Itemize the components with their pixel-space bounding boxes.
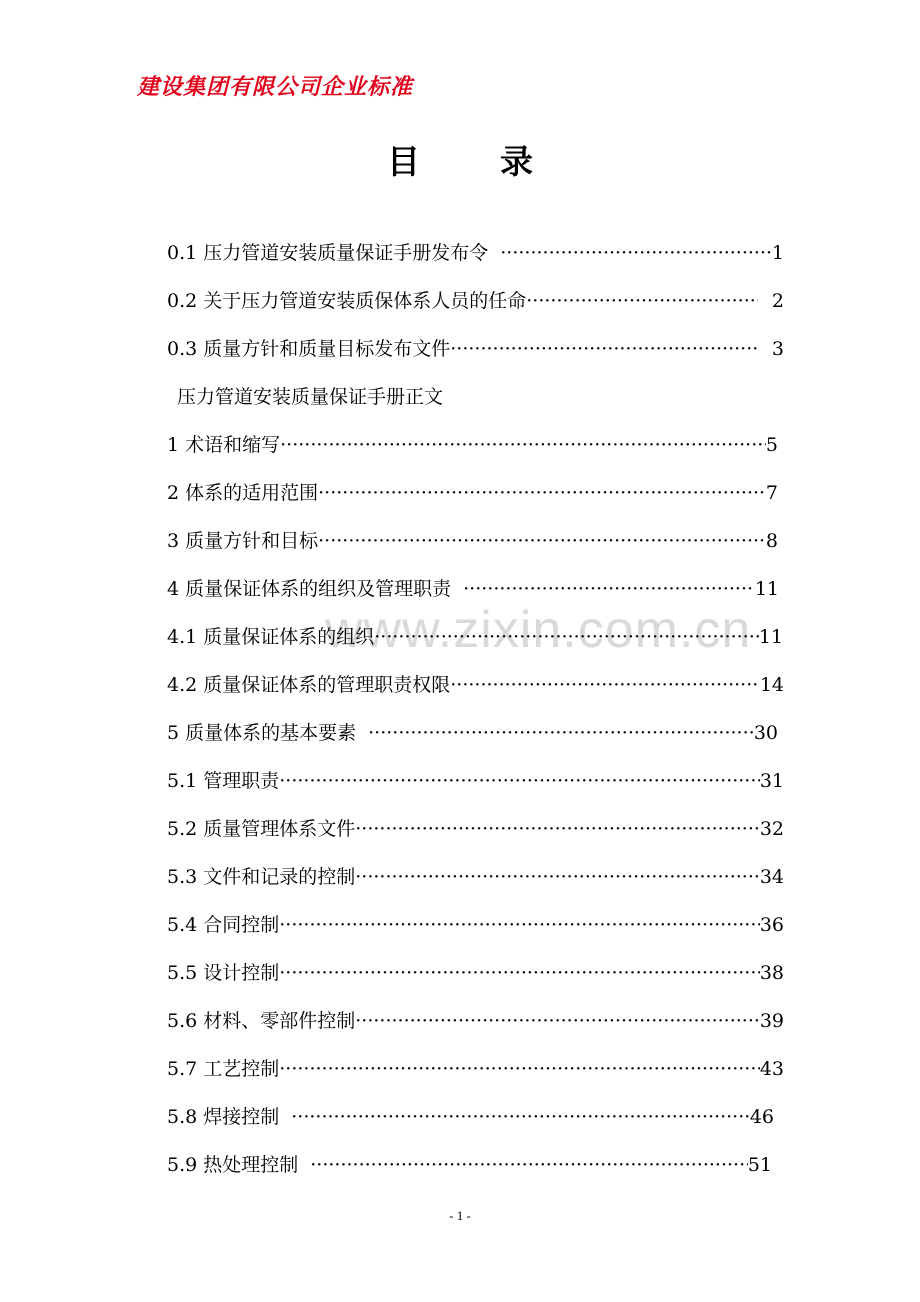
company-standard-header: 建设集团有限公司企业标准 [137,75,414,100]
toc-entry-5-9[interactable] [167,1150,772,1180]
toc-leader [279,1054,760,1084]
toc-label: 5.5 设计控制 [167,962,280,984]
toc-page: 7 [765,482,778,504]
toc-page: 38 [759,962,784,984]
toc-label: 4.2 质量保证体系的管理职责权限 [167,674,451,696]
toc-entry-5-2[interactable] [167,814,784,844]
toc-leader [279,766,760,796]
toc-leader [463,574,755,604]
toc-entry-5-8[interactable] [167,1102,774,1132]
toc-leader [280,430,766,460]
toc-page: 5 [765,434,778,456]
toc-entry-0-2[interactable] [167,286,784,316]
toc-leader [291,1102,750,1132]
toc-entry-5-6[interactable] [167,1006,784,1036]
toc-page: 39 [759,1010,784,1032]
toc-entry-5-7[interactable] [167,1054,784,1084]
toc-page: 2 [771,290,784,312]
toc-entry-4-1[interactable] [167,622,783,652]
toc-label: 1 术语和缩写 [167,434,281,456]
toc-entry-5-1[interactable] [167,766,784,796]
toc-label: 5.7 工艺控制 [167,1058,280,1080]
toc-label: 2 体系的适用范围 [167,482,319,504]
toc-leader [374,622,759,652]
toc-page: 43 [759,1058,784,1080]
toc-leader [368,718,754,748]
toc-leader [526,286,758,316]
toc-leader [355,814,760,844]
toc-page: 1 [771,242,784,264]
watermark: www.zixin.com.cn [325,601,752,659]
toc-leader [355,1006,760,1036]
toc-leader [318,526,766,556]
toc-page: 31 [759,770,784,792]
toc-page: 34 [759,866,784,888]
section-heading: 压力管道安装质量保证手册正文 [177,386,444,408]
toc-label: 5.8 焊接控制 [167,1106,280,1128]
toc-entry-3[interactable] [167,526,778,556]
toc-page: 3 [771,338,784,360]
toc-entry-5[interactable] [167,718,778,748]
toc-leader [355,862,760,892]
toc-entry-4-2[interactable] [167,670,784,700]
toc-label: 5.4 合同控制 [167,914,280,936]
toc-label: 4.1 质量保证体系的组织 [167,626,375,648]
toc-page: 11 [758,626,783,648]
toc-page: 51 [747,1154,772,1176]
toc-entry-0-1[interactable] [167,238,784,268]
toc-page: 46 [749,1106,774,1128]
toc-label: 5.1 管理职责 [167,770,280,792]
toc-entry-2[interactable] [167,478,778,508]
toc-label: 5.9 热处理控制 [167,1154,299,1176]
toc-label: 3 质量方针和目标 [167,530,319,552]
toc-page: 14 [759,674,784,696]
page-title [0,136,920,183]
toc-entry-1[interactable] [167,430,778,460]
toc-label: 5 质量体系的基本要素 [167,722,357,744]
toc-page: 32 [759,818,784,840]
toc-page: 8 [765,530,778,552]
toc-page: 36 [759,914,784,936]
toc-leader [450,670,760,700]
toc-entry-5-3[interactable] [167,862,784,892]
toc-entry-5-4[interactable] [167,910,784,940]
toc-label: 5.2 质量管理体系文件 [167,818,356,840]
toc-page: 30 [753,722,778,744]
title-char-2: 录 [500,142,533,181]
toc-leader [318,478,766,508]
toc-page: 11 [754,578,779,600]
toc-leader [450,334,758,364]
toc-leader [279,958,760,988]
toc-entry-4[interactable] [167,574,779,604]
toc-label: 4 质量保证体系的组织及管理职责 [167,578,452,600]
toc-leader [279,910,760,940]
toc-leader [500,238,772,268]
toc-leader [310,1150,748,1180]
toc-label: 0.1 压力管道安装质量保证手册发布令 [167,242,489,264]
toc-label: 0.2 关于压力管道安装质保体系人员的任命 [167,290,527,312]
page-number-footer: - 1 - [449,1208,471,1223]
toc-entry-5-5[interactable] [167,958,784,988]
toc-label: 5.3 文件和记录的控制 [167,866,356,888]
toc-entry-0-3[interactable] [167,334,784,364]
title-char-1: 目 [387,142,420,181]
toc-label: 5.6 材料、零部件控制 [167,1010,356,1032]
toc-label: 0.3 质量方针和质量目标发布文件 [167,338,451,360]
